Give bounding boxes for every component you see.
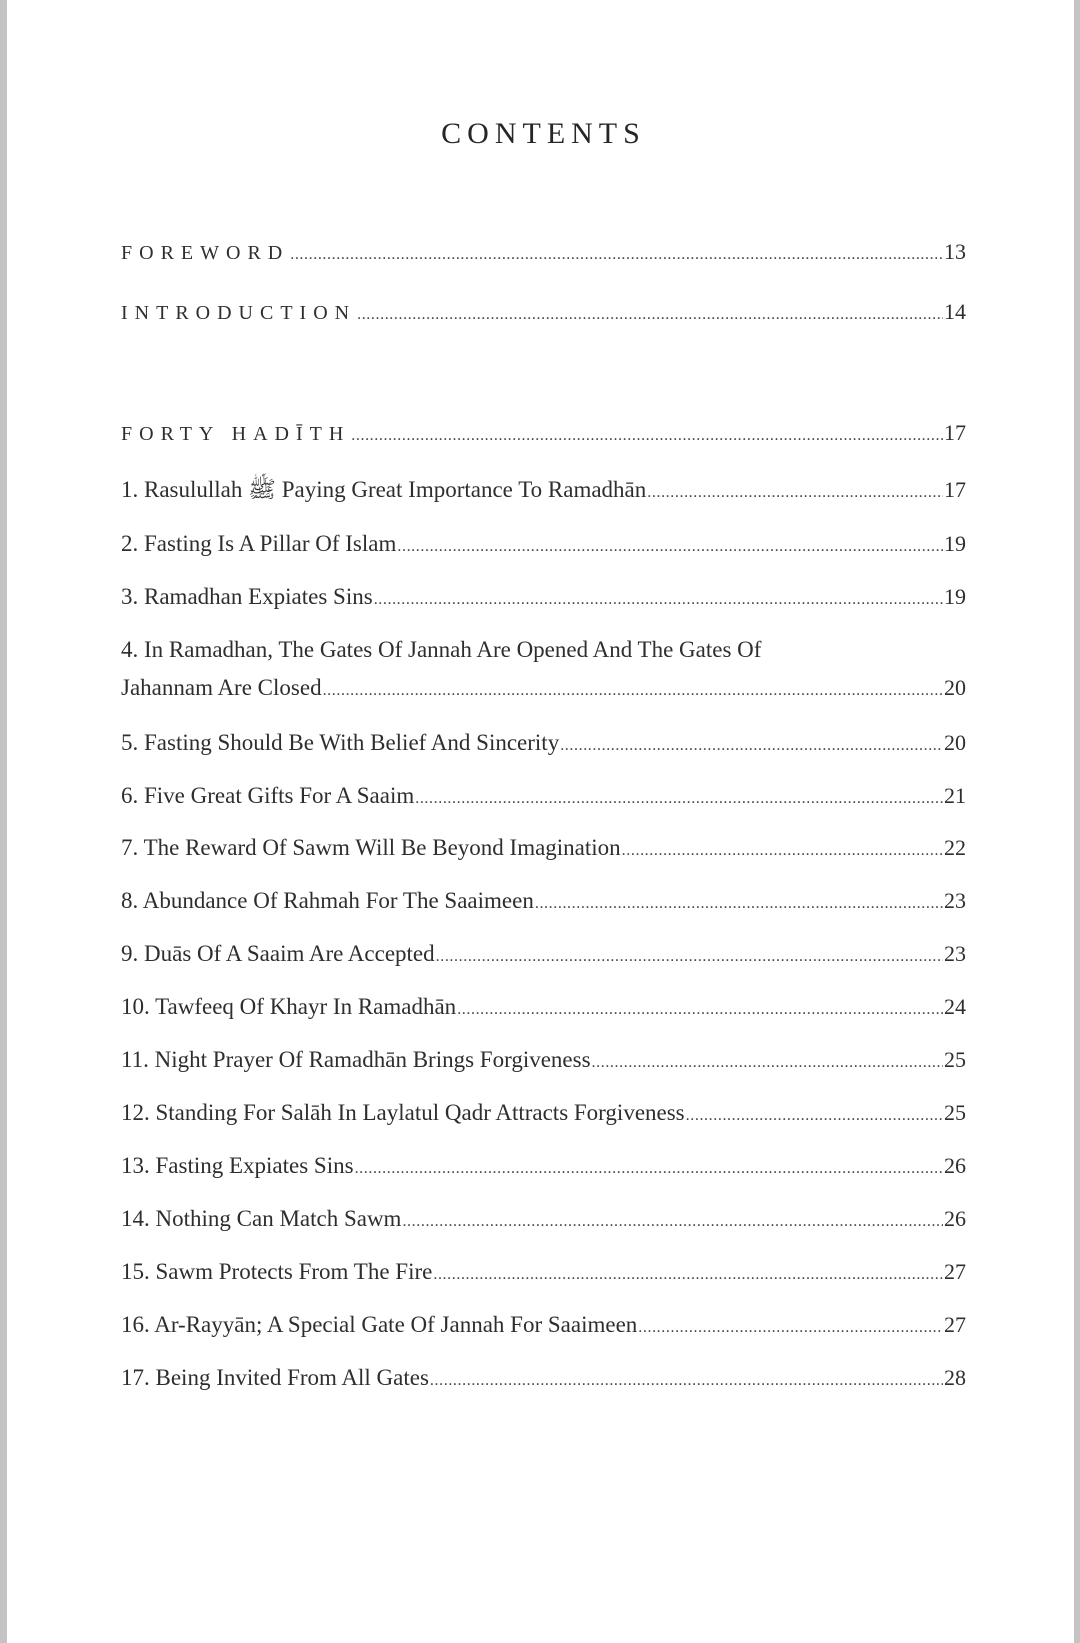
dot-leader [433,1256,943,1294]
page-title: CONTENTS [441,117,646,150]
toc-page-number: 17 [944,420,966,445]
toc-page-number: 14 [944,299,966,324]
toc-entry[interactable] [121,471,966,512]
toc-page-number: 23 [944,941,966,966]
dot-leader [351,421,943,451]
dot-leader [457,991,943,1029]
toc-page-number: 20 [944,730,966,755]
toc-entry[interactable] [121,1094,966,1135]
toc-entry[interactable] [121,1147,966,1188]
toc-label: 11. Night Prayer Of Ramadhān Brings Forgiveness [121,1047,591,1072]
dot-leader [402,1203,943,1241]
toc-entry[interactable] [121,525,966,566]
toc-page-number: 22 [944,835,966,860]
dot-leader [686,1097,943,1135]
toc-entry[interactable] [121,1253,966,1294]
dot-leader [560,727,943,765]
toc-label: 1. Rasulullah ﷺ Paying Great Importance To Ramadhān [121,477,647,502]
toc-label: FORTY HADĪTH [121,423,351,445]
document-page [7,0,1074,1643]
toc-page-number: 25 [944,1047,966,1072]
dot-leader [397,528,943,566]
toc-entry[interactable] [121,1306,966,1347]
dot-leader [430,1362,943,1400]
dot-leader [357,300,943,330]
toc-label: 8. Abundance Of Rahmah For The Saaimeen [121,888,534,913]
toc-label: 9. Duās Of A Saaim Are Accepted [121,941,435,966]
toc-label: 3. Ramadhan Expiates Sins [121,584,373,609]
toc-label: 4. In Ramadhan, The Gates Of Jannah Are Opened And The Gates Of [121,637,762,662]
toc-entry-introduction[interactable] [121,297,966,327]
toc-page-number: 26 [944,1153,966,1178]
toc-entry-forty-hadith[interactable] [121,418,966,448]
dot-leader [592,1044,943,1082]
toc-entry-foreword[interactable] [121,237,966,267]
toc-entry[interactable] [121,829,966,870]
toc-entry[interactable] [121,777,966,818]
dot-leader [535,885,943,923]
toc-label: 15. Sawm Protects From The Fire [121,1259,433,1284]
toc-label-continued: Jahannam Are Closed [121,675,322,700]
toc-label: INTRODUCTION [121,302,357,324]
dot-leader [638,1309,943,1347]
toc-page-number: 19 [944,531,966,556]
toc-label: 14. Nothing Can Match Sawm [121,1206,402,1231]
toc-page-number: 13 [944,239,966,264]
toc-entry[interactable] [121,631,966,710]
dot-leader [374,581,943,619]
toc-label: 5. Fasting Should Be With Belief And Sincerity [121,730,560,755]
toc-label: FOREWORD [121,242,290,264]
dot-leader [647,474,943,512]
toc-page-number: 26 [944,1206,966,1231]
toc-entry[interactable] [121,988,966,1029]
toc-entry[interactable] [121,1041,966,1082]
toc-page-number: 21 [944,783,966,808]
toc-page-number: 27 [944,1312,966,1337]
dot-leader [415,780,943,818]
toc-page-number: 20 [944,675,966,700]
toc-entry[interactable] [121,724,966,765]
toc-label: 16. Ar-Rayyān; A Special Gate Of Jannah For Saaimeen [121,1312,638,1337]
toc-page-number: 25 [944,1100,966,1125]
dot-leader [290,240,943,270]
toc-label: 6. Five Great Gifts For A Saaim [121,783,415,808]
toc-page-number: 27 [944,1259,966,1284]
toc-label: 13. Fasting Expiates Sins [121,1153,354,1178]
toc-page-number: 28 [944,1365,966,1390]
dot-leader [355,1150,943,1188]
toc-label: 2. Fasting Is A Pillar Of Islam [121,531,397,556]
toc-page-number: 24 [944,994,966,1019]
toc-page-number: 17 [944,477,966,502]
dot-leader [622,832,943,870]
toc-label: 7. The Reward Of Sawm Will Be Beyond Imagination [121,835,621,860]
toc-entry[interactable] [121,1359,966,1400]
toc-page-number: 19 [944,584,966,609]
toc-entry[interactable] [121,882,966,923]
dot-leader [436,938,943,976]
toc-label: 10. Tawfeeq Of Khayr In Ramadhān [121,994,457,1019]
toc-label: 17. Being Invited From All Gates [121,1365,429,1390]
toc-entry[interactable] [121,578,966,619]
toc-entry[interactable] [121,935,966,976]
toc-entry[interactable] [121,1200,966,1241]
toc-page-number: 23 [944,888,966,913]
toc-label: 12. Standing For Salāh In Laylatul Qadr Attracts Forgiveness [121,1100,685,1125]
dot-leader [323,672,943,710]
